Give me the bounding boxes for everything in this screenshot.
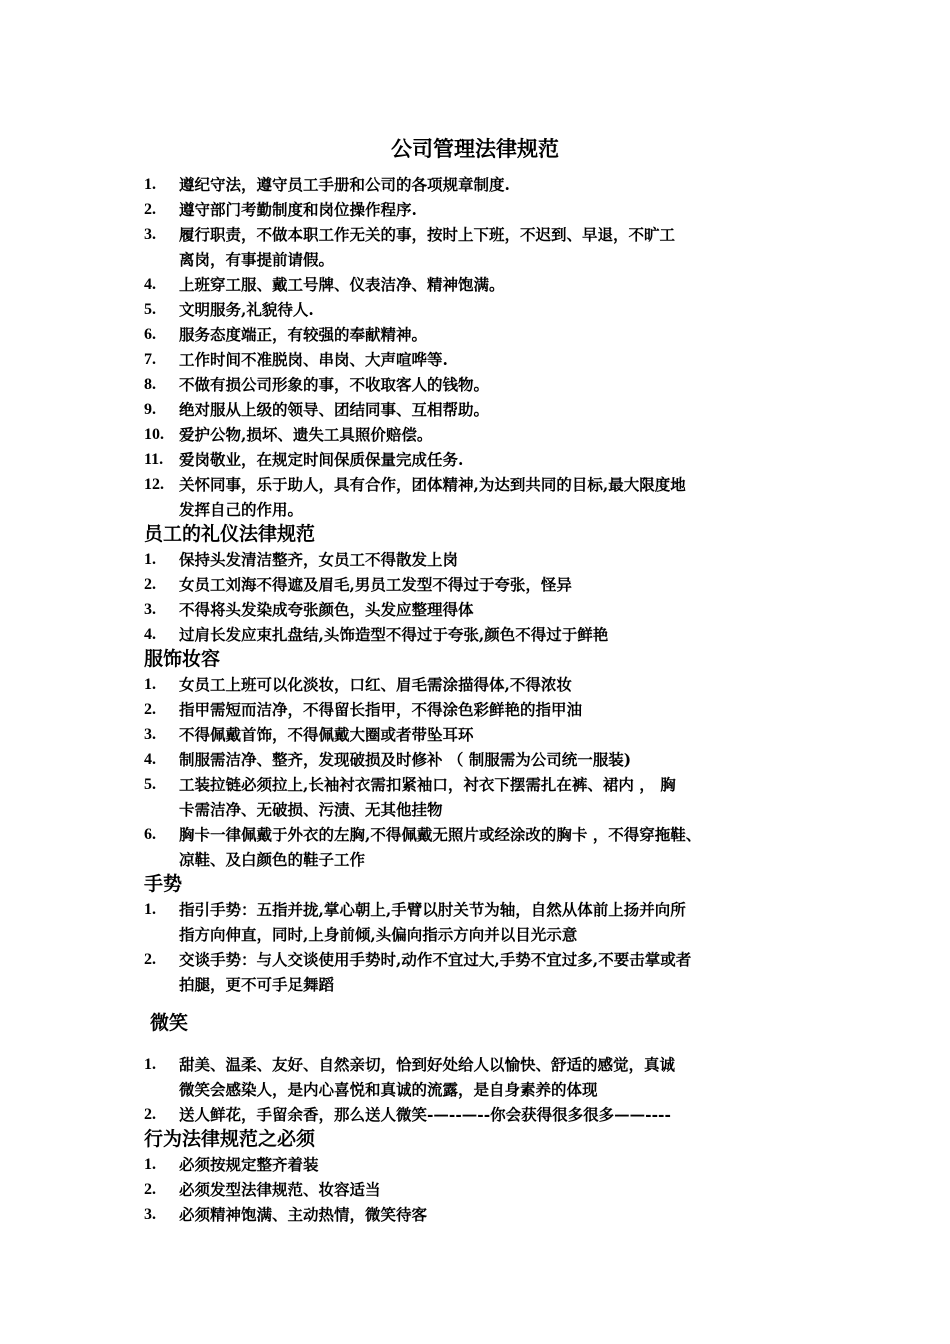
list-item <box>144 947 824 997</box>
item-number: 2. <box>144 576 156 593</box>
list-item <box>144 1102 824 1127</box>
item-number: 1. <box>144 1056 156 1073</box>
section-dress-makeup <box>144 647 824 872</box>
section-heading: 行为法律规范之必须 <box>144 1128 316 1150</box>
item-text: 指甲需短而洁净，不得留长指甲，不得涂色彩鲜艳的指甲油 <box>179 700 583 719</box>
item-number: 4. <box>144 626 156 643</box>
item-number: 2. <box>144 951 156 968</box>
list-item <box>144 422 824 447</box>
item-number: 10. <box>144 426 164 443</box>
item-text: 服务态度端正，有较强的奉献精神。 <box>179 325 428 344</box>
document-title: 公司管理法律规范 <box>391 136 559 161</box>
item-number: 7. <box>144 351 156 368</box>
item-text: 关怀同事，乐于助人，具有合作，团体精神,为达到共同的目标,最大限度地 发挥自己的作用。 <box>179 475 686 519</box>
item-number: 9. <box>144 401 156 418</box>
item-number: 1. <box>144 551 156 568</box>
item-text: 过肩长发应束扎盘结,头饰造型不得过于夸张,颜色不得过于鲜艳 <box>179 625 609 644</box>
item-number: 11. <box>144 451 164 468</box>
list-item <box>144 222 824 272</box>
section-heading: 微笑 <box>150 1012 189 1034</box>
item-number: 1. <box>144 901 156 918</box>
item-text: 爱护公物,损坏、遗失工具照价赔偿。 <box>179 425 433 444</box>
item-text: 履行职责，不做本职工作无关的事，按时上下班，不迟到、早退，不旷工 离岗，有事提前请假。 <box>179 225 676 269</box>
item-text: 交谈手势：与人交谈使用手势时,动作不宜过大,手势不宜过多,不要击掌或者 拍腿，更不可手足舞蹈 <box>179 950 692 994</box>
list-item <box>144 622 824 647</box>
item-number: 2. <box>144 1106 156 1123</box>
item-number: 4. <box>144 751 156 768</box>
section-heading: 手势 <box>144 873 183 895</box>
item-number: 5. <box>144 776 156 793</box>
item-number: 2. <box>144 201 156 218</box>
list-item <box>144 372 824 397</box>
list-item <box>144 197 824 222</box>
item-number: 3. <box>144 726 156 743</box>
list-item <box>144 397 824 422</box>
item-number: 2. <box>144 1181 156 1198</box>
item-text: 文明服务,礼貌待人. <box>179 300 314 319</box>
list-item <box>144 1152 824 1177</box>
item-text: 不做有损公司形象的事，不收取客人的钱物。 <box>179 375 490 394</box>
section-general-rules <box>144 172 824 522</box>
item-text: 必须按规定整齐着装 <box>179 1155 319 1174</box>
section-heading: 服饰妆容 <box>144 648 221 670</box>
item-text: 绝对服从上级的领导、团结同事、互相帮助。 <box>179 400 490 419</box>
section-heading: 员工的礼仪法律规范 <box>144 523 316 545</box>
list-item <box>144 897 824 947</box>
item-number: 5. <box>144 301 156 318</box>
item-text: 遵守部门考勤制度和岗位操作程序. <box>179 200 417 219</box>
item-number: 2. <box>144 701 156 718</box>
list-item <box>144 772 824 822</box>
item-number: 1. <box>144 1156 156 1173</box>
item-text: 保持头发清洁整齐，女员工不得散发上岗 <box>179 550 459 569</box>
item-number: 6. <box>144 326 156 343</box>
item-number: 6. <box>144 826 156 843</box>
item-text: 不得将头发染成夸张颜色，头发应整理得体 <box>179 600 474 619</box>
item-number: 1. <box>144 676 156 693</box>
item-text: 女员工上班可以化淡妆，口红、眉毛需涂描得体,不得浓妆 <box>179 675 572 694</box>
list-item <box>144 547 824 572</box>
list-item <box>144 1177 824 1202</box>
section-behavior-musts <box>144 1127 824 1227</box>
list-item <box>144 822 824 872</box>
list-item <box>144 297 824 322</box>
item-number: 8. <box>144 376 156 393</box>
item-text: 必须精神饱满、主动热情，微笑待客 <box>179 1205 428 1224</box>
item-text: 指引手势：五指并拢,掌心朝上,手臂以肘关节为轴，自然从体前上扬并向所 指方向伸直，同时,上身前倾,头偏向指示方向并以目光示意 <box>179 900 686 944</box>
item-text: 女员工刘海不得遮及眉毛,男员工发型不得过于夸张，怪异 <box>179 575 572 594</box>
item-text: 遵纪守法，遵守员工手册和公司的各项规章制度. <box>179 175 510 194</box>
section-smile <box>144 1011 824 1127</box>
item-text: 胸卡一律佩戴于外衣的左胸,不得佩戴无照片或经涂改的胸卡 ，不得穿拖鞋、 凉鞋、及白颜色的鞋子工作 <box>179 825 702 869</box>
list-item <box>144 472 824 522</box>
section-etiquette <box>144 522 824 647</box>
item-number: 12. <box>144 476 164 493</box>
list-item <box>144 597 824 622</box>
item-text: 送人鲜花，手留余香，那么送人微笑-—--—--你会获得很多很多——---- <box>179 1105 671 1124</box>
item-text: 爱岗敬业，在规定时间保质保量完成任务. <box>179 450 464 469</box>
list-item <box>144 1052 824 1102</box>
list-item <box>144 447 824 472</box>
list-item <box>144 697 824 722</box>
item-text: 工装拉链必须拉上,长袖衬衣需扣紧袖口，衬衣下摆需扎在裤、裙内 ， 胸 卡需洁净、无破损、污渍、无其他挂物 <box>179 775 676 819</box>
item-number: 3. <box>144 1206 156 1223</box>
item-number: 3. <box>144 601 156 618</box>
list-item <box>144 747 824 772</box>
item-text: 不得佩戴首饰，不得佩戴大圈或者带坠耳环 <box>179 725 474 744</box>
item-number: 4. <box>144 276 156 293</box>
document-body <box>144 172 824 1227</box>
list-item <box>144 172 824 197</box>
list-item <box>144 672 824 697</box>
item-text: 工作时间不准脱岗、串岗、大声喧哗等. <box>179 350 448 369</box>
item-text: 甜美、温柔、友好、自然亲切，恰到好处给人以愉快、舒适的感觉，真诚 微笑会感染人，是内心喜悦和真诚的流露，是自身素养的体现 <box>179 1055 676 1099</box>
item-text: 必须发型法律规范、妆容适当 <box>179 1180 381 1199</box>
item-number: 1. <box>144 176 156 193</box>
list-item <box>144 722 824 747</box>
item-text: 上班穿工服、戴工号牌、仪表洁净、精神饱满。 <box>179 275 505 294</box>
section-gestures <box>144 872 824 997</box>
list-item <box>144 322 824 347</box>
item-number: 3. <box>144 226 156 243</box>
list-item <box>144 1202 824 1227</box>
item-text: 制服需洁净、整齐，发现破损及时修补 （ 制服需为公司统一服装) <box>179 750 632 769</box>
list-item <box>144 572 824 597</box>
list-item <box>144 347 824 372</box>
list-item <box>144 272 824 297</box>
